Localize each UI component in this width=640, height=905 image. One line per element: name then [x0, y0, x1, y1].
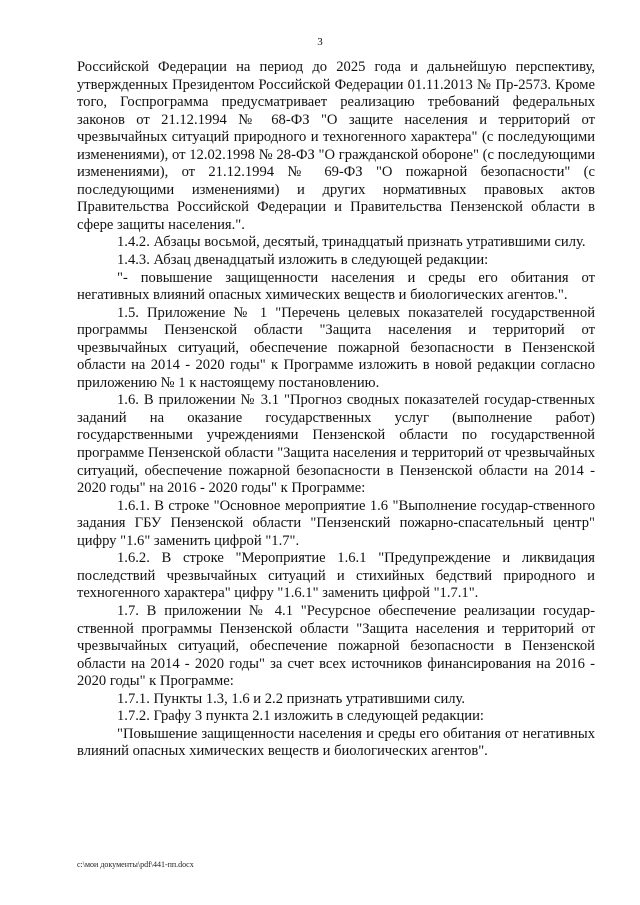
document-body — [77, 59, 595, 761]
paragraph-1-6: 1.6. В приложении № 3.1 "Прогноз сводных показателей государ-ственных заданий на оказание государственных услуг (выполнение работ) государственными учреждениями Пензенской области по государственной программе Пензенской области "Защита населения и территорий от чрезвычайных ситуаций, обеспечение пожарной безопасности в Пензенской области на 2014 - 2020 годы" на 2016 - 2020 годы" к Программе: — [77, 392, 595, 497]
paragraph-1-4-2: 1.4.2. Абзацы восьмой, десятый, тринадцатый признать утратившими силу. — [117, 234, 586, 251]
footer-file-path: c:\мои документы\pdf\441-пп.docx — [77, 860, 194, 869]
paragraph-1-6-1: 1.6.1. В строке "Основное мероприятие 1.6 "Выполнение государ-ственного задания ГБУ Пензенской области "Пензенский пожарно-спасательный центр" цифру "1.6" заменить цифрой "1.7". — [77, 497, 595, 549]
paragraph-continuation: Российской Федерации на период до 2025 года и дальнейшую перспективу, утвержденных Президентом Российской Федерации 01.11.2013 № Пр-2573. Кроме того, Госпрограмма предусматривает реализацию требований федеральных законов от 21.12.1994 № 68-ФЗ "О защите населения и территорий от чрезвычайных ситуаций природного и техногенного характера" (с последующими изменениями), от 12.02.1998 № 28-ФЗ "О гражданской обороне" (с последующими изменениями), от 21.12.1994 № 69-ФЗ "О пожарной безопасности" (с последующими изменениями) и других нормативных правовых актов Правительства Российской Федерации и Правительства Пензенской области в сфере защиты населения.". — [77, 59, 595, 233]
page-number: 3 — [317, 36, 323, 48]
paragraph-quote-1: "- повышение защищенности населения и среды его обитания от негативных влияний опасных химических веществ и биологических агентов.". — [77, 269, 595, 304]
paragraph-1-7-1: 1.7.1. Пункты 1.3, 1.6 и 2.2 признать утратившими силу. — [117, 690, 466, 707]
paragraph-1-4-3: 1.4.3. Абзац двенадцатый изложить в следующей редакции: — [117, 252, 489, 269]
paragraph-1-7: 1.7. В приложении № 4.1 "Ресурсное обеспечение реализации государ-ственной программы Пензенской области "Защита населения и территорий от чрезвычайных ситуаций, обеспечение пожарной безопасности в Пензенской области на 2014 - 2020 годы" за счет всех источников финансирования на 2016 - 2020 годы" к Программе: — [77, 602, 595, 690]
paragraph-1-6-2: 1.6.2. В строке "Мероприятие 1.6.1 "Предупреждение и ликвидация последствий чрезвычайных ситуаций и стихийных бедствий природного и техногенного характера" цифру "1.6.1" заменить цифрой "1.7.1". — [77, 550, 595, 602]
paragraph-1-5: 1.5. Приложение № 1 "Перечень целевых показателей государственной программы Пензенской области "Защита населения и территорий от чрезвычайных ситуаций, обеспечение пожарной безопасности в Пензенской области на 2014 - 2020 годы" к Программе изложить в новой редакции согласно приложению № 1 к настоящему постановлению. — [77, 304, 595, 391]
paragraph-quote-2: "Повышение защищенности населения и среды его обитания от негативных влияний опасных химических веществ и биологических агентов". — [77, 725, 595, 760]
paragraph-1-7-2: 1.7.2. Графу 3 пункта 2.1 изложить в следующей редакции: — [117, 708, 484, 725]
